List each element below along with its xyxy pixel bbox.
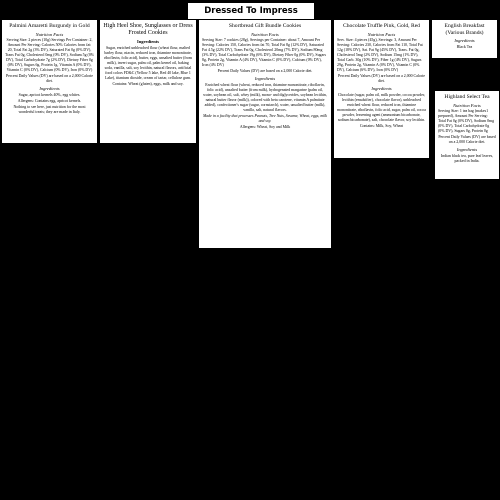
daily-value-note: Percent Daily Values (DV) are based on a 2,000 Calorie diet. — [217, 69, 313, 74]
section-heading-ingredients: Ingredients — [371, 86, 392, 92]
nutrition-facts-text: Serving Size: 1 tea bag (makes1 prepared), Amount Per Serving: Total Fat 0g (0% DV), Sodium 0mg (0% DV), Total Carbohydrate 0g (0% DV), Sugars 0g, Protein 0g — [438, 109, 495, 134]
allergen-text: Allergens: Contains egg, apricot kernels. — [17, 99, 82, 104]
product-card-english-breakfast — [431, 19, 498, 59]
ingredients-text: Chocolate (sugar, palm oil, milk powder, cocoa powder, lecithin (emulsifier), chocolate flavor), unbleached enriched wheat flour, reduced iron, thiamine mononitrate, riboflavin, folic acid, sugar, palm oil, cocoa powder, leavening agent (ammonium bicarbonate, sodium bicarbonate), salt, chocolate flavor, soy lecithin. — [337, 93, 426, 123]
section-heading-nutrition: Nutrition Facts — [35, 31, 64, 37]
allergen-text: Contains: Wheat (gluten), eggs, milk and soy. — [112, 82, 184, 87]
section-heading-nutrition: Nutrition Facts — [453, 102, 481, 108]
section-heading-nutrition: Nutrition Facts — [251, 31, 279, 37]
ingredients-text: Sugar, apricot kernels 40%, egg whites. — [18, 93, 81, 98]
section-heading-ingredients: Ingredients — [39, 86, 60, 92]
facility-note: Made in a facility that processes Peanuts, Tree Nuts, Sesame, Wheat, eggs, milk and soy. — [202, 114, 328, 124]
daily-value-note: Percent Daily Values (DV) are based on a 2,000 Calorie diet. — [5, 74, 93, 84]
nutrition-facts-text: Serv. Size: 4 pieces (45g), Servings: 3, Amount Per Serving: Calories 230, Calories from Fat 110, Total Fat 12g (18% DV), Sat. Fat 9g (45% DV), Trans. Fat 0g, Cholesterol 5mg (2% DV), Sodium 15mg (1% DV), Total Carb. 30g (10% DV), Fiber 1g (4% DV), Sugars 29g, Protein 2g, Vitamin A (0% DV), Vitamin C (0% DV), Calcium (6% DV), Iron (0% DV) — [337, 38, 423, 73]
page-title: Dressed To Impress — [204, 6, 298, 16]
nutrition-facts-text: Serving Size: 2 pieces (10g) Servings Per Container: 2, Amount Per Serving: Calories 50% Calories from fat: 20, Total Fat 2g (3% DV), Saturated Fat 0g (0% DV), Trans Fat 0g, Cholesterol 0mg (0% DV), Sodium 5g (0% DV), Total Carbohydrate 7g (2% DV), Dietary Fiber 0g (0% DV), Sugars 6g, Protein 1g, Vitamin A (0% DV), Vitamin C (0% DV), Calcium (0% DV), Iron (0% DV) — [5, 38, 95, 73]
card-title: High Heel Shoe, Sunglasses or Dress Frosted Cookies — [103, 23, 193, 37]
ingredients-text: Sugar, enriched unbleached flour (wheat flour, malted barley flour, niacin, reduced iron, thiamine mononitrate, riboflavin, folic acid), butter, eggs, unsalted butter (from milk), invert sugar, palm oil, palm kernel oil, baking soda, vanilla, salt, soy lecithin, natural flavors, artificial food colors FD&C (Yellow 5 lake, Red 40 lake, Blue 1 Lake), titanium dioxide, cream of tartar, cellulose gum. — [104, 46, 192, 81]
card-title: English Breakfast (Various Brands) — [444, 23, 485, 36]
daily-value-note: Percent Daily Values (DV) are based on a 2,000 Calorie diet. — [337, 74, 425, 84]
section-heading-ingredients: Ingredients — [254, 76, 276, 82]
section-heading-ingredients: Ingredients — [454, 38, 475, 44]
product-card-highland-tea — [434, 90, 500, 180]
nutrition-facts-text: Serving Size: 7 cookies (28g), Servings per Container: about 7, Amount Per Serving: Calories 150, Calories from fat 70, Total Fat 8g (12% DV), Saturated Fat 4.5g (22% DV), Trans Fat 0g, Cholesterol 20mg (7% DV), Sodium 80mg (3% DV), Total Carbohydrate 19g (6% DV), Dietary Fiber 0g (0% DV), Sugars 8g, Protein 2g, Vitamin A (4% DV), Vitamin C (0% DV), Calcium (0% DV), Iron (4% DV) — [202, 38, 327, 68]
daily-value-note: Percent Daily Values (DV) are based on a 2,000 Calorie diet. — [438, 135, 496, 145]
remark-text: Nothing to see here, just nutrition for the most wonderful treats; they are made in Italy. — [13, 105, 86, 115]
page-title-bar — [187, 2, 315, 20]
product-card-amaretti — [1, 19, 98, 144]
section-heading-ingredients: Ingredients — [456, 147, 478, 153]
card-title: Highland Select Tea — [444, 94, 490, 100]
product-card-chocolate-truffle — [333, 19, 430, 159]
allergen-text: Contains: Milk, Soy, Wheat — [359, 124, 404, 129]
card-title: Palmini Amaretti Burgundy in Gold — [9, 23, 90, 29]
allergen-text: Allergens: Wheat, Soy and Milk — [239, 125, 291, 130]
product-card-shortbread — [198, 19, 332, 249]
card-title: Shortbread Gift Bundle Cookies — [228, 23, 302, 29]
section-heading-ingredients: Ingredients — [137, 39, 159, 45]
product-card-frosted-cookies — [99, 19, 197, 144]
card-title: Chocolate Truffle Pink, Gold, Red — [343, 23, 420, 29]
section-heading-nutrition: Nutrition Facts — [367, 31, 396, 37]
ingredients-text: Indian black tea, pure leaf leaves, packed in India. — [440, 154, 494, 164]
ingredients-text: Black Tea — [456, 45, 473, 50]
ingredients-text: Enriched wheat flour (wheat, reduced iron, thiamine mononitrate, riboflavin, folic acid), unsalted butter (from milk), hydrogenated margarine (palm oil, water, soybean oil, salt, whey (milk), mono- and diglycerides, soybean lecithin, natural butter flavor (milk)), colored with beta carotene, vitamin A palmitate added), confectioner's sugar (sugar, cornstarch), water, unsalted butter (milk), vanilla, salt, natural flavors. — [203, 83, 327, 113]
